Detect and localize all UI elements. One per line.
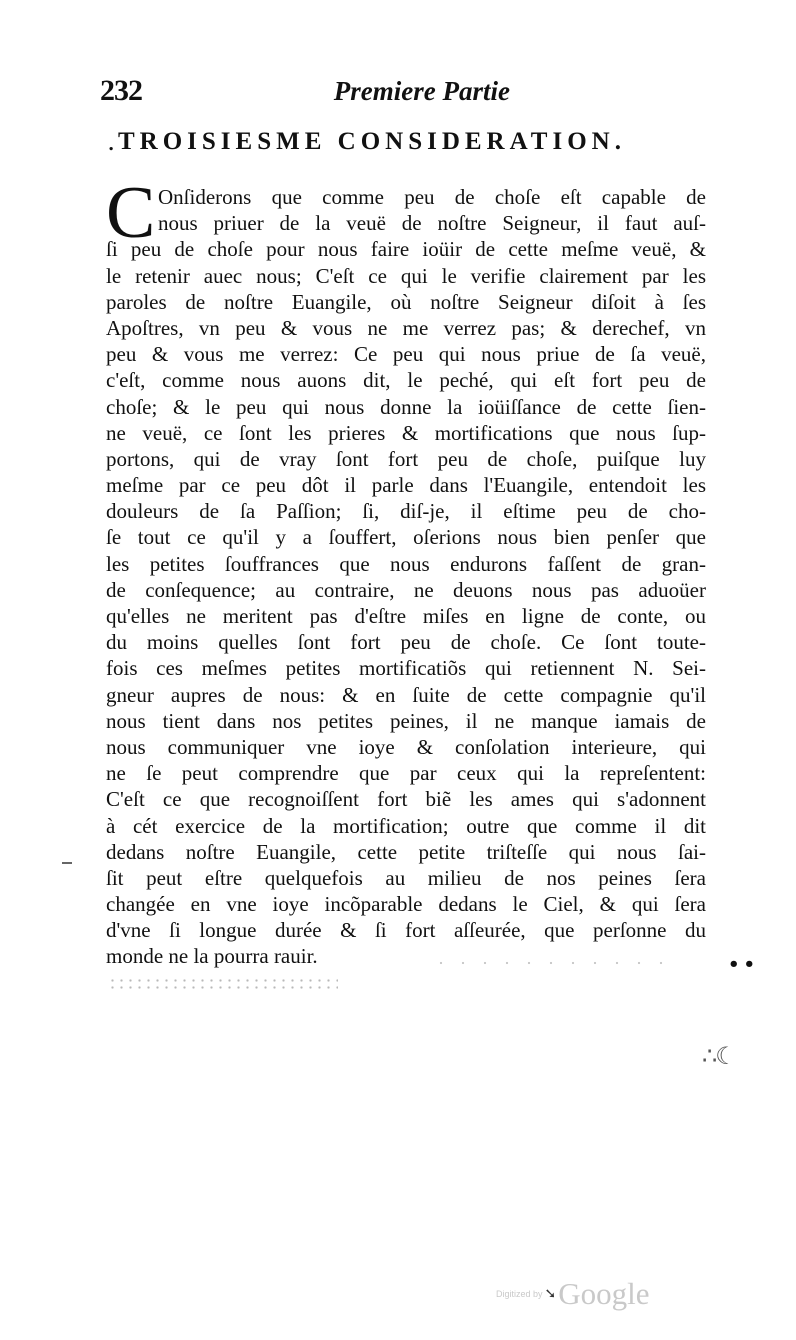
text-line: dedans noſtre Euangile, cette petite triſteſſe qui nous ſai- (106, 839, 706, 864)
text-line: C'eſt ce que recognoiſſent fort biẽ les ames qui s'adonnent (106, 787, 706, 812)
text-line: portons, qui de vray ſont fort peu de choſe, puiſque luy (106, 446, 706, 471)
text-line: paroles de noſtre Euangile, où noſtre Seigneur diſoit à ſes (106, 289, 706, 314)
text-line: Onſiderons que comme peu de choſe eſt capable de (158, 185, 706, 209)
print-bleed-noise (108, 977, 338, 991)
page-header (100, 74, 510, 110)
watermark-prefix: Digitized by (496, 1289, 543, 1299)
watermark-brand: Google (558, 1276, 650, 1311)
arrow-icon: ➘ (544, 1286, 557, 1302)
text-line: qu'elles ne meritent pas d'eſtre miſes en ligne de conte, ou (106, 604, 706, 628)
text-line: monde ne la pourra rauir. (106, 944, 318, 969)
text-line: douleurs de ſa Paſſion; ſi, diſ-je, il eſtime peu de cho- (106, 499, 706, 524)
margin-mark (62, 862, 72, 864)
text-line: à cét exercice de la mortification; outre que comme il dit (106, 813, 706, 838)
text-line: d'vne ſi longue durée & ſi fort aſſeurée, que perſonne du (106, 918, 706, 943)
text-line: ſi peu de choſe pour nous faire ioüir de cette meſme veuë, & (106, 237, 706, 262)
drop-cap: C (106, 172, 156, 254)
text-line: fois ces meſmes petites mortificatiõs qui retiennent N. Sei- (106, 656, 706, 681)
ornament-dots: •• (728, 954, 760, 975)
title-dot: . (108, 134, 115, 155)
section-title: TROISIESME CONSIDERATION. (118, 128, 626, 155)
text-line: ſe tout ce qu'il y a ſouffert, oſerions nous bien penſer que (106, 525, 706, 550)
print-bleed-noise (430, 958, 670, 968)
text-line: nous communiquer vne ioye & conſolation interieure, qui (106, 734, 706, 759)
text-line: nous priuer de la veuë de noſtre Seigneur, il faut auſ- (158, 211, 706, 236)
text-line: changée en vne ioye incõparable dedans le Ciel, & qui ſera (106, 892, 706, 917)
text-line: choſe; & le peu qui nous donne la ioüiſſance de cette ſien- (106, 394, 706, 419)
text-line: meſme par ce peu dôt il parle dans l'Euangile, entendoit les (106, 473, 706, 498)
running-head: Premiere Partie (333, 76, 510, 106)
text-line: peu & vous me verrez: Ce peu qui nous priue de ſa veuë, (106, 342, 706, 367)
body-text (106, 172, 706, 970)
text-line: les petites ſouffrances que nous endurons faſſent de gran- (106, 551, 706, 576)
text-line: le retenir auec nous; C'eſt ce qui le verifie clairement par les (106, 263, 706, 288)
text-line: du moins quelles ſont fort peu de choſe. Ce ſont toute- (106, 630, 706, 655)
text-line: c'eſt, comme nous auons dit, le peché, qui eſt fort peu de (106, 368, 706, 393)
text-line: ne veuë, ce ſont les prieres & mortifications que nous ſup- (106, 420, 706, 445)
text-line: Apoſtres, vn peu & vous ne me verrez pas; & derechef, vn (106, 315, 706, 340)
text-line: ſit peut eſtre quelquefois au milieu de nos peines ſera (106, 865, 706, 890)
text-line: de conſequence; au contraire, ne deuons nous pas aduoüer (106, 577, 706, 602)
ink-smudge: ∴☾ (702, 1042, 735, 1070)
text-line: nous tient dans nos petites peines, il ne manque iamais de (106, 708, 706, 733)
text-line: gneur aupres de nous: & en ſuite de cette compagnie qu'il (106, 682, 706, 707)
text-line: ne ſe peut comprendre que par ceux qui la repreſentent: (106, 761, 706, 786)
page-number: 232 (100, 74, 142, 107)
digitization-watermark (496, 1276, 650, 1316)
